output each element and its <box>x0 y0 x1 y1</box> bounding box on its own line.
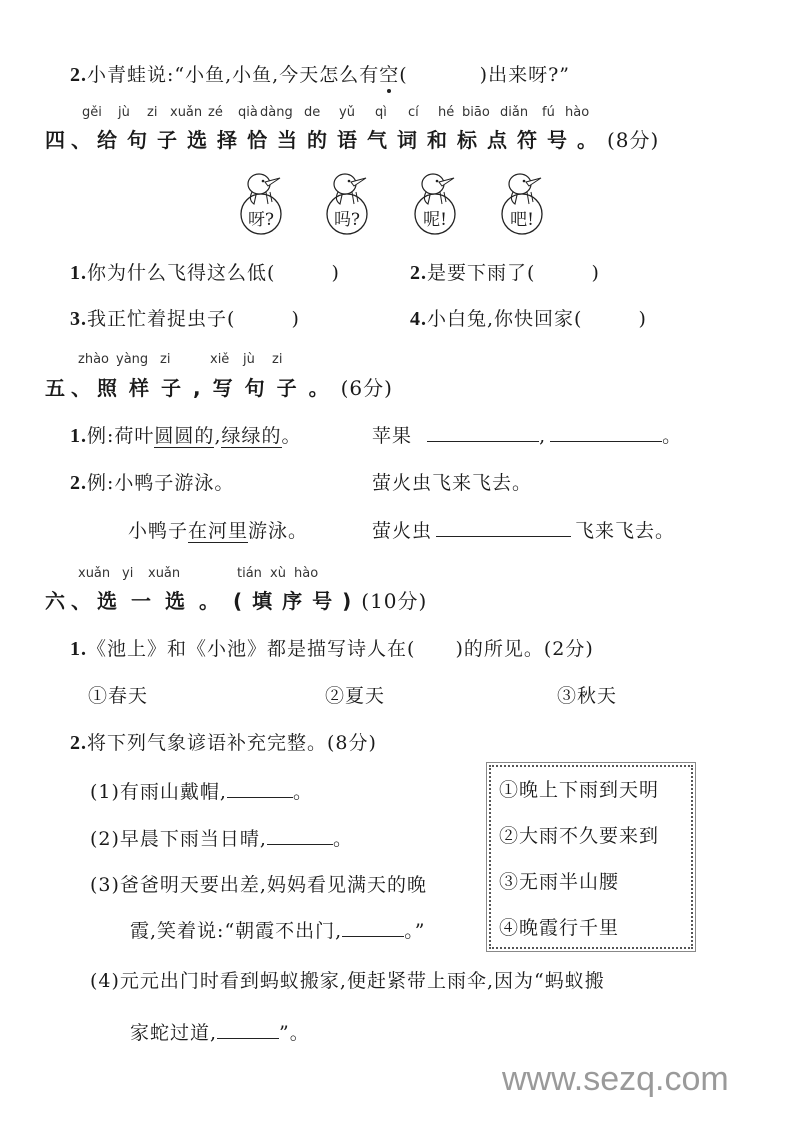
s6-q2-sub1 <box>90 777 313 804</box>
sub-text: 有雨山戴帽, <box>119 781 227 803</box>
question-text-after: 的所见。 <box>463 638 544 660</box>
paren-close: ) <box>591 262 600 284</box>
section4-pinyin <box>0 105 800 121</box>
item-text: 小白兔,你快回家 <box>427 308 575 330</box>
bird-word: 呢! <box>423 210 447 230</box>
section-title: 选一选。 <box>97 589 233 613</box>
sub-label: (3) <box>90 874 120 896</box>
s4-item-3 <box>70 304 300 331</box>
example-text: 荷叶 <box>114 425 155 447</box>
sub-text: 元元出门时看到蚂蚁搬家,便赶紧带上雨伞,因为“蚂蚁搬 <box>119 970 605 992</box>
section-subtitle: (填序号) <box>233 589 362 613</box>
example-label: 例: <box>87 472 115 494</box>
s4-item-4 <box>410 304 647 331</box>
sub-text: 爸爸明天要出差,妈妈看见满天的晚 <box>119 874 427 896</box>
example-text: 。 <box>281 425 302 447</box>
answer-option-1: ①晚上下雨到天明 <box>499 779 660 801</box>
section5-heading <box>45 372 393 401</box>
bird-option-ma <box>318 168 376 238</box>
fill-blank[interactable] <box>427 423 539 442</box>
section-points: (6分) <box>340 376 393 400</box>
example-label: 例: <box>87 425 115 447</box>
item-text: 我正忙着捉虫子 <box>87 308 228 330</box>
pinyin: cí <box>408 105 419 120</box>
example-underlined: 圆圆的 <box>154 425 215 447</box>
sub-end: ”。 <box>279 1022 310 1044</box>
item-number: 1. <box>70 262 87 284</box>
option-summer: ②夏天 <box>325 685 386 707</box>
sub-end: 。” <box>404 920 426 942</box>
paren-close: ) <box>331 262 340 284</box>
task-comma: , <box>539 425 547 447</box>
sub-label: (1) <box>90 781 120 803</box>
task-text: 飞来飞去。 <box>575 520 676 542</box>
paren-open: ( <box>574 308 583 330</box>
pinyin: yi <box>122 566 134 581</box>
fill-blank[interactable] <box>436 518 571 537</box>
s5-q2-task-line2 <box>372 516 675 543</box>
pinyin: qì <box>375 105 387 120</box>
item-number: 3. <box>70 308 87 330</box>
s4-item-1 <box>70 258 340 285</box>
task-text: 萤火虫飞来飞去。 <box>372 472 533 494</box>
s6-q2 <box>70 728 377 755</box>
pinyin: zé <box>208 105 223 120</box>
bird-word: 吧! <box>510 210 534 230</box>
item-number: 4. <box>410 308 427 330</box>
question-points: (8分) <box>327 732 377 754</box>
example-text: 小鸭子游泳。 <box>114 472 235 494</box>
answer-option-4: ④晚霞行千里 <box>499 917 620 939</box>
item-number: 2. <box>410 262 427 284</box>
s6-q2-sub3-line1 <box>90 870 427 897</box>
pinyin: xiě <box>210 352 230 367</box>
pinyin: biāo <box>462 105 490 120</box>
section5-pinyin <box>0 352 800 368</box>
option-spring: ①春天 <box>88 685 149 707</box>
paren-open: ( <box>227 308 236 330</box>
question-text: 将下列气象谚语补充完整。 <box>87 732 328 754</box>
task-word: 苹果 <box>372 425 413 447</box>
section6-pinyin <box>0 566 800 582</box>
fill-blank[interactable] <box>550 423 662 442</box>
s5-q2-task-line1 <box>372 468 532 495</box>
bird-word: 呀? <box>247 210 275 230</box>
answer-options-box <box>489 765 693 949</box>
pinyin: tián <box>237 566 262 581</box>
paren-open: ( <box>407 638 416 660</box>
pinyin: qià <box>238 105 258 120</box>
s6-q2-sub3-line2 <box>130 916 425 943</box>
pinyin: zi <box>160 352 171 367</box>
question-number: 2. <box>70 64 87 86</box>
section-number: 四、 <box>45 128 97 152</box>
s5-q1 <box>70 421 302 448</box>
question-text-after: 出来呀?” <box>488 64 570 86</box>
s6-q2-sub2 <box>90 824 353 851</box>
bird-option-ne <box>406 168 464 238</box>
item-number: 1. <box>70 638 87 660</box>
example-text: , <box>214 425 222 447</box>
paren-close: ) <box>479 64 489 86</box>
example-text: 小鸭子 <box>128 520 189 542</box>
paren-close: ) <box>291 308 300 330</box>
pinyin: fú <box>542 105 555 120</box>
item-text: 你为什么飞得这么低 <box>87 262 268 284</box>
s5-q2-line2 <box>128 516 308 543</box>
pinyin: hào <box>294 566 319 581</box>
question-points: (2分) <box>543 638 594 660</box>
pinyin: yǔ <box>339 105 355 120</box>
pinyin: zi <box>147 105 158 120</box>
task-end: 。 <box>662 425 683 447</box>
sub-label: (2) <box>90 828 120 850</box>
bird-option-ya <box>232 168 290 238</box>
s4-item-2 <box>410 258 600 285</box>
item-text: 是要下雨了 <box>427 262 528 284</box>
pinyin: hào <box>565 105 590 120</box>
pinyin: zhào <box>78 352 109 367</box>
fill-blank[interactable] <box>227 779 293 798</box>
pinyin: xù <box>270 566 286 581</box>
s5-q1-task <box>372 421 682 448</box>
pinyin: de <box>304 105 321 120</box>
fill-blank[interactable] <box>267 826 333 845</box>
pinyin: jù <box>118 105 130 120</box>
sub-label: (4) <box>90 970 120 992</box>
item-number: 2. <box>70 732 87 754</box>
sub-end: 。 <box>292 781 313 803</box>
section-title: 照样子,写句子。 <box>97 376 341 400</box>
fill-blank[interactable] <box>342 918 404 937</box>
answer-option-2: ②大雨不久要来到 <box>499 825 660 847</box>
section6-heading <box>45 585 427 614</box>
paren-open: ( <box>267 262 276 284</box>
option-autumn: ③秋天 <box>557 685 618 707</box>
emphasized-char: 空 <box>379 64 400 86</box>
example-underlined: 绿绿的 <box>221 425 282 447</box>
pinyin: xuǎn <box>170 105 203 120</box>
paren-open: ( <box>527 262 536 284</box>
answer-option-3: ③无雨半山腰 <box>499 871 620 893</box>
paren-close: ) <box>638 308 647 330</box>
paren-open: ( <box>399 64 408 86</box>
section4-heading <box>45 124 659 153</box>
sub-text: 霞,笑着说:“朝霞不出门, <box>130 920 343 942</box>
example-underlined: 在河里 <box>188 520 249 542</box>
question-top <box>70 60 570 87</box>
example-text: 游泳。 <box>248 520 309 542</box>
question-text: 《池上》和《小池》都是描写诗人在 <box>87 638 408 660</box>
pinyin: diǎn <box>500 105 529 120</box>
task-text: 萤火虫 <box>372 520 433 542</box>
sub-text: 早晨下雨当日晴, <box>119 828 267 850</box>
section-points: (10分) <box>361 589 428 613</box>
section-number: 六、 <box>45 589 97 613</box>
item-number: 2. <box>70 472 87 494</box>
s6-q1 <box>70 634 594 661</box>
paren-close: ) <box>455 638 464 660</box>
pinyin: gěi <box>82 105 102 120</box>
watermark: www.sezq.com <box>502 1060 729 1098</box>
s5-q2-line1 <box>70 468 234 495</box>
s6-q2-sub4-line1 <box>90 966 605 993</box>
item-number: 1. <box>70 425 87 447</box>
fill-blank[interactable] <box>217 1020 279 1039</box>
pinyin: xuǎn <box>78 566 111 581</box>
section-points: (8分) <box>607 128 660 152</box>
question-text: 小青蛙说:“小鱼,小鱼,今天怎么有 <box>87 64 380 86</box>
pinyin: jù <box>243 352 255 367</box>
s6-q2-sub4-line2 <box>130 1018 310 1045</box>
section-number: 五、 <box>45 376 97 400</box>
section-title: 给句子选择恰当的语气词和标点符号。 <box>97 128 607 152</box>
sub-text: 家蛇过道, <box>130 1022 218 1044</box>
pinyin: xuǎn <box>148 566 181 581</box>
pinyin: hé <box>438 105 455 120</box>
bird-word: 吗? <box>333 210 361 230</box>
sub-end: 。 <box>332 828 353 850</box>
pinyin: yàng <box>116 352 149 367</box>
pinyin: zi <box>272 352 283 367</box>
pinyin: dàng <box>260 105 293 120</box>
bird-option-ba <box>493 168 551 238</box>
